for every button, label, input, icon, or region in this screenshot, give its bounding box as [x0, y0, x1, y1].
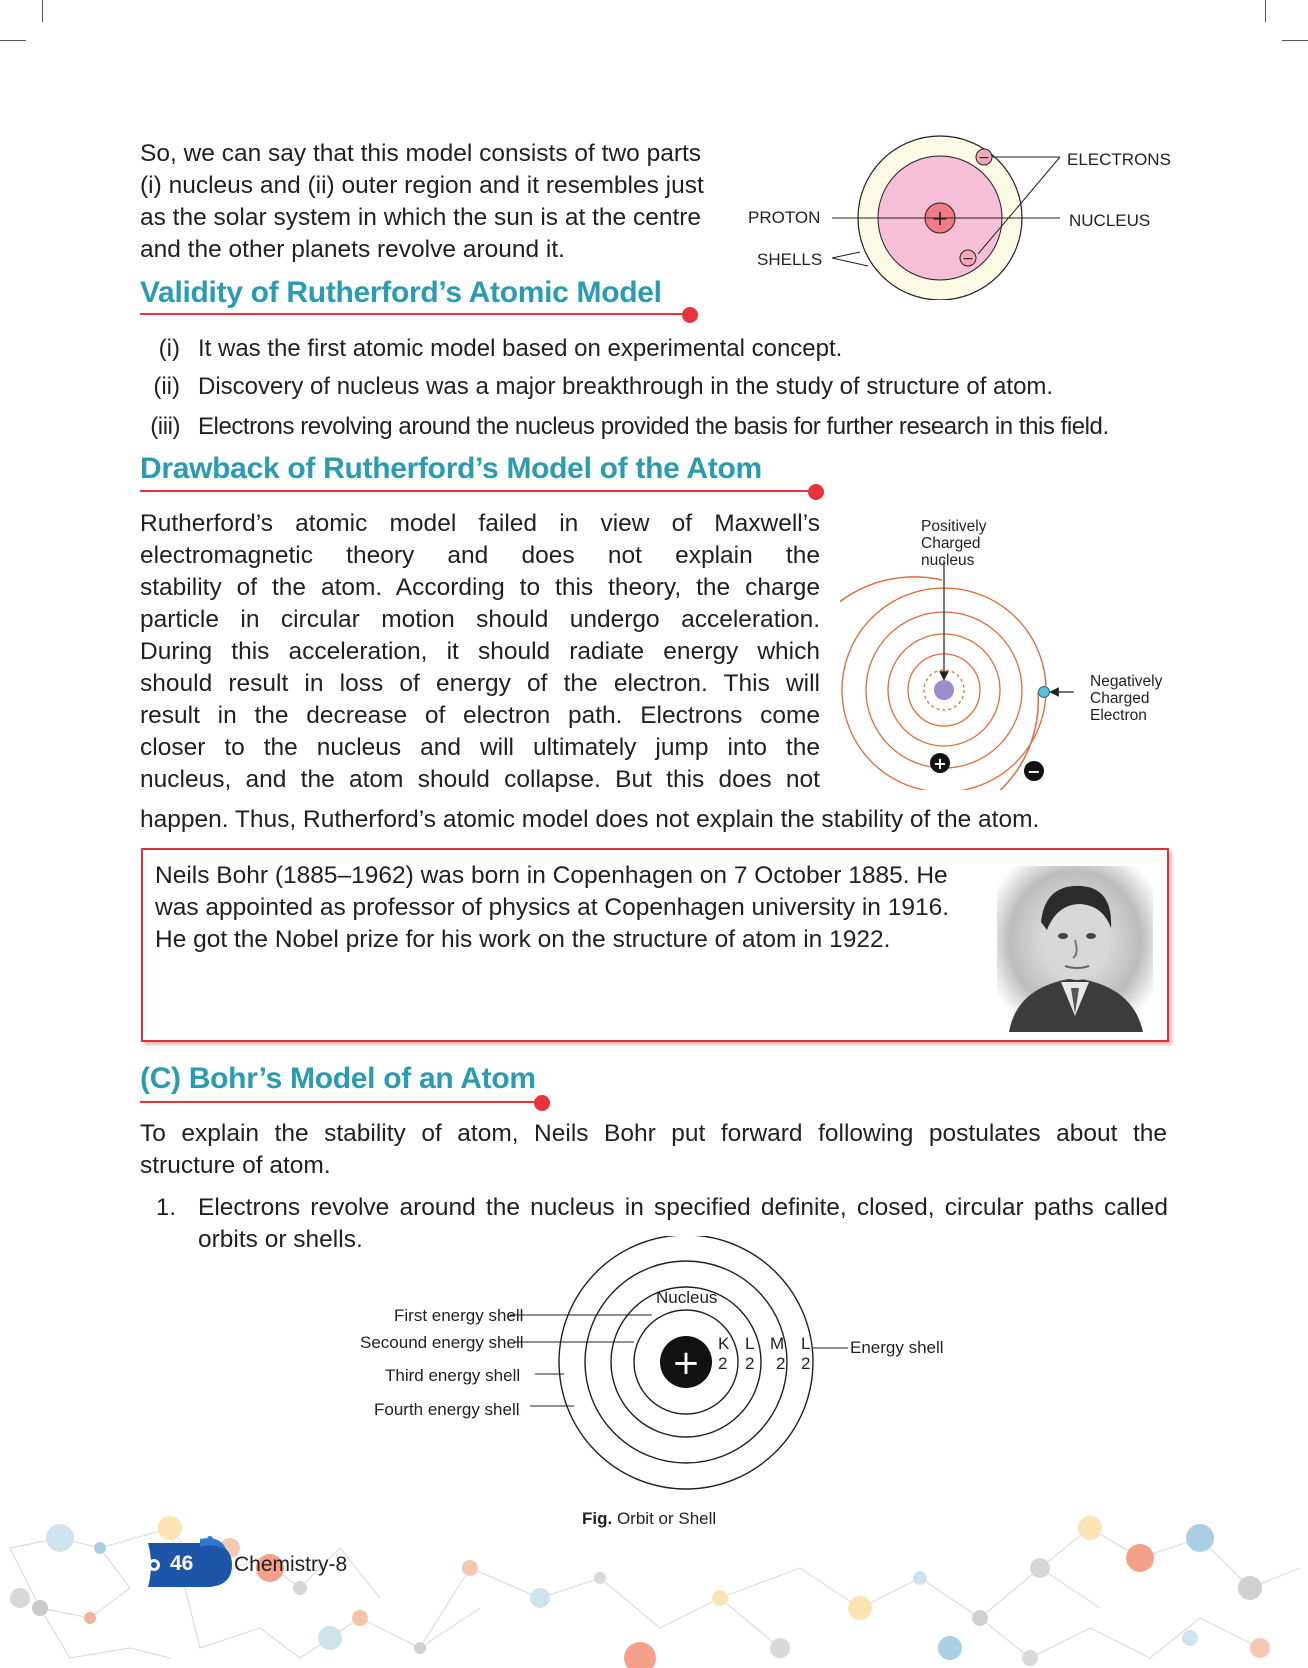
first-shell-label: First energy shell [394, 1306, 524, 1325]
text-line: should result in loss of energy of the electron. This will [140, 670, 820, 697]
text-line: So, we can say that this model consists of two parts [140, 140, 702, 167]
text-line: was appointed as professor of physics at Copenhagen university in 1916. [155, 894, 950, 921]
text-line: happen. Thus, Rutherford’s atomic model does not explain the stability of the atom. [140, 806, 1040, 833]
electron-ball [1039, 687, 1050, 698]
nucleus-plus: + [671, 1343, 701, 1383]
third-shell-label: Third energy shell [385, 1366, 521, 1385]
drawback-paragraph [140, 508, 820, 796]
label-electrons: ELECTRONS [1067, 150, 1171, 169]
heading-dot [808, 484, 824, 500]
text-line: (i) nucleus and (ii) outer region and it resembles just [140, 172, 704, 199]
text-line: He got the Nobel prize for his work on the structure of atom in 1922. [155, 926, 891, 953]
electron-minus: − [962, 251, 974, 267]
text-line: closer to the nucleus and will ultimately jump into the [140, 734, 820, 761]
plus-sign: + [933, 754, 947, 773]
list-number: 1. [155, 1194, 176, 1221]
minus-sign: − [1027, 762, 1041, 781]
list-text: Electrons revolving around the nucleus provided the basis for further research in this field. [198, 413, 1109, 440]
nucleus-caption [921, 518, 986, 569]
text-line: particle in circular motion should undergo acceleration. [140, 606, 820, 633]
page-number: 46 [170, 1552, 194, 1575]
heading-dot [682, 307, 698, 323]
electron-minus: − [978, 150, 990, 166]
text-line: electromagnetic theory and does not explain the [140, 542, 820, 569]
shell-number: 2 [801, 1354, 811, 1373]
crop-mark [42, 0, 43, 22]
text-line: stability of the atom. According to this theory, the charge [140, 574, 820, 601]
text-line: Rutherford’s atomic model failed in view of Maxwell’s [140, 510, 820, 537]
intro-paragraph [140, 138, 740, 266]
crop-mark [0, 40, 26, 41]
energy-shell-label: Energy shell [850, 1338, 944, 1357]
caption-line: Charged [1090, 690, 1150, 707]
heading-underline [140, 490, 818, 492]
label-shells: SHELLS [757, 250, 823, 269]
drawback-last-line [140, 804, 1180, 836]
caption-line: Electron [1090, 707, 1147, 724]
caption-text: Orbit or Shell [616, 1509, 717, 1528]
shell-letter: K [718, 1334, 730, 1353]
shell-number: 2 [745, 1354, 755, 1373]
list-text: It was the first atomic model based on experimental concept. [198, 335, 843, 362]
text-line: Neils Bohr (1885–1962) was born in Copenhagen on 7 October 1885. He [155, 862, 948, 889]
text-line: To explain the stability of atom, Neils Bohr put forward following postulates about the [140, 1120, 1167, 1147]
nucleus-label: Nucleus [656, 1288, 718, 1307]
caption-bold: Fig. [582, 1509, 613, 1528]
shell-number: 2 [718, 1354, 728, 1373]
bohr-intro [140, 1118, 1167, 1182]
electron-spiral-diagram [840, 560, 1110, 790]
text-line: result in the decrease of electron path. Electrons come [140, 702, 820, 729]
book-title: Chemistry-8 [234, 1553, 348, 1576]
text-line: orbits or shells. [198, 1226, 363, 1253]
bohr-bio-box [141, 848, 1169, 1042]
text-line: Electrons revolve around the nucleus in specified definite, closed, circular paths called [198, 1194, 1168, 1221]
shell-letter: L [745, 1334, 755, 1353]
caption-line: Charged [921, 535, 981, 552]
text-line: nucleus, and the atom should collapse. But this does not [140, 766, 820, 793]
heading-underline [140, 1101, 542, 1103]
list-text: Discovery of nucleus was a major breakthrough in the study of structure of atom. [198, 373, 1054, 400]
heading-dot [534, 1095, 550, 1111]
caption-line: Negatively [1090, 673, 1163, 690]
shell-letter: L [801, 1334, 811, 1353]
list-number: (i) [158, 335, 180, 362]
text-line: as the solar system in which the sun is at the centre [140, 204, 702, 231]
second-shell-label: Secound energy shell [360, 1333, 524, 1352]
heading-underline [140, 313, 690, 315]
text-line: During this acceleration, it should radiate energy which [140, 638, 820, 665]
text-line: and the other planets revolve around it. [140, 236, 565, 263]
electron-caption [1090, 673, 1162, 724]
crop-mark [1282, 40, 1308, 41]
drawback-heading: Drawback of Rutherford’s Model of the Atom [140, 452, 762, 485]
validity-heading: Validity of Rutherford’s Atomic Model [140, 276, 662, 309]
text-line: structure of atom. [140, 1152, 331, 1179]
label-proton: PROTON [748, 208, 821, 227]
caption-line: nucleus [921, 552, 975, 569]
list-number: (ii) [153, 373, 180, 400]
proton-plus: + [931, 206, 949, 230]
caption-line: Positively [921, 518, 987, 535]
bohr-portrait [997, 866, 1153, 1032]
bio-text [155, 860, 985, 956]
crop-mark [1265, 0, 1266, 22]
shell-letter: M [770, 1334, 785, 1353]
shell-number: 2 [776, 1354, 786, 1373]
nucleus-ball [934, 680, 954, 700]
fourth-shell-label: Fourth energy shell [374, 1400, 520, 1419]
label-nucleus: NUCLEUS [1069, 211, 1151, 230]
list-number: (iii) [150, 413, 180, 440]
bohr-heading: (C) Bohr’s Model of an Atom [140, 1062, 536, 1095]
